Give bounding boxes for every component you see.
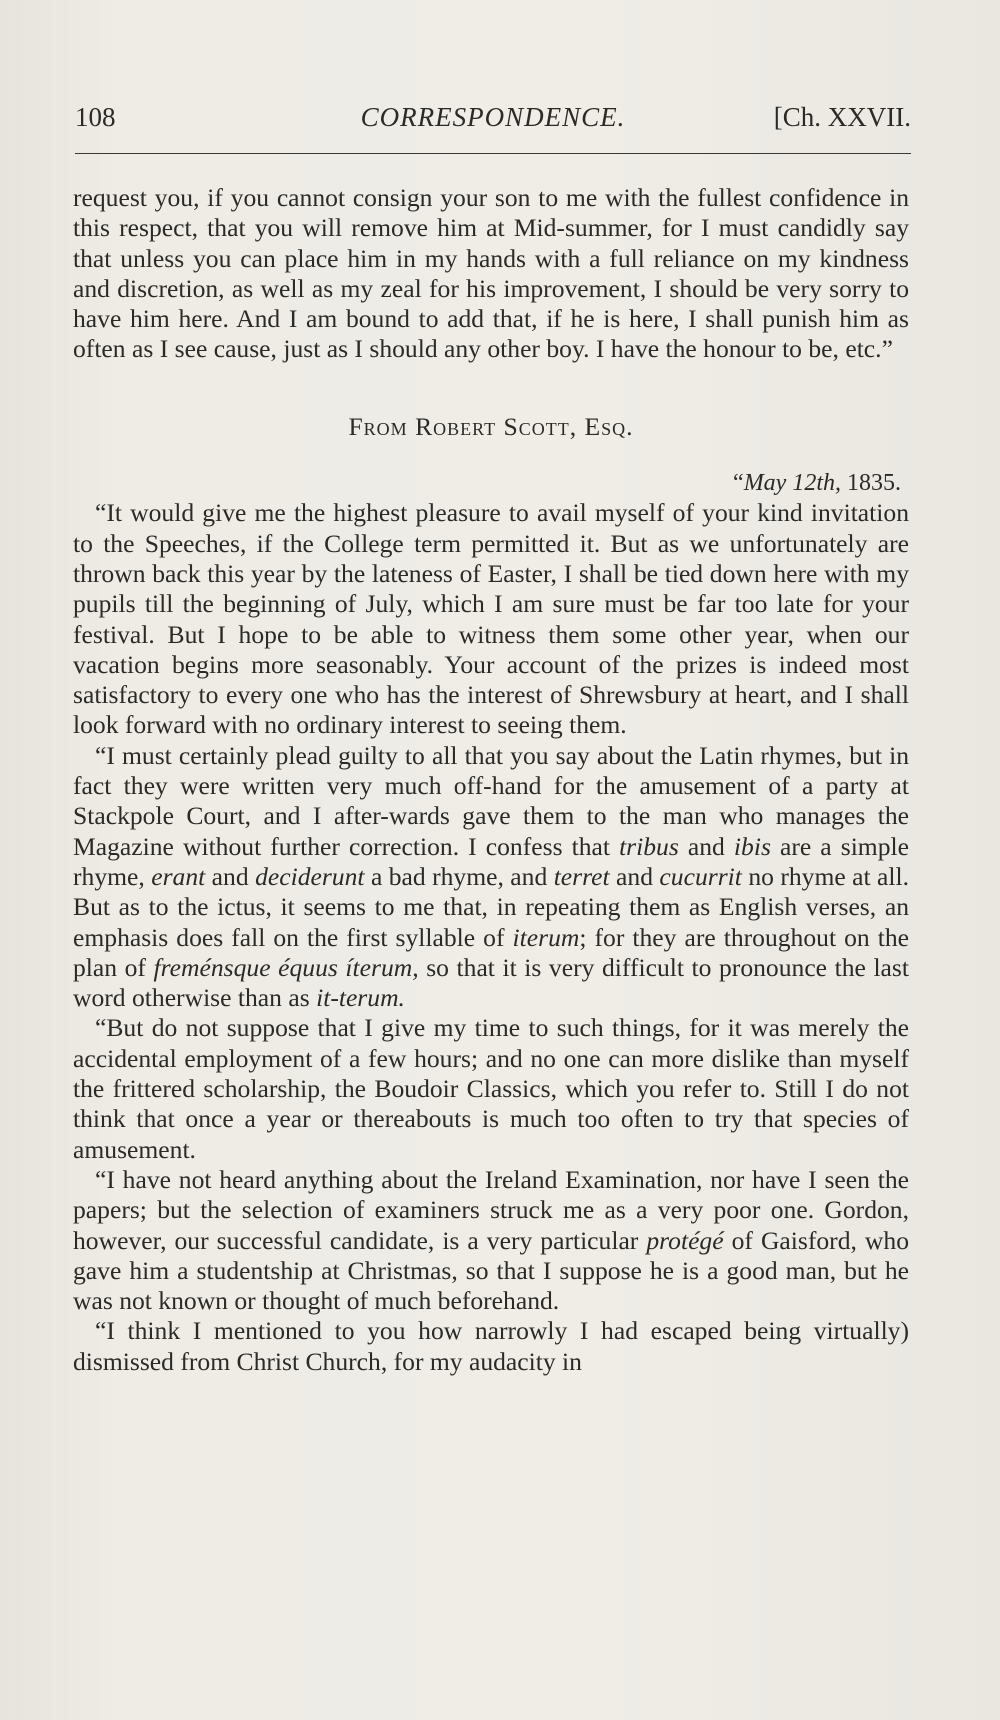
p4-italic-protege: protégé <box>646 1225 724 1255</box>
p2-text-c: are a simple rhyme, <box>73 831 909 891</box>
letter-continuation: request you, if you cannot consign your son to me with the fullest confidence in this respect, that you will remove him at Mid-summer, for I must candidly say that unless you can place him in my hands with a full reliance on my kindness and discretion, as well as my zeal for his improvement, I should be very sorry to have him here. And I am bound to add that, if he is here, I shall punish him as often as I see cause, just as I should any other boy. I have the honour to be, etc.” <box>73 183 909 364</box>
letter-heading: From Robert Scott, Esq. <box>348 411 634 441</box>
p2-text-a: “I must certainly plead guilty to all that you say about the Latin rhymes, but in fact they were written very much off-hand for the amusement of a party at Stackpole Court, and I after-wards gave them to the man who manages the Magazine without further correction. I confess that <box>73 740 909 861</box>
date-open-quote: “ <box>733 470 744 497</box>
paragraph-1: “It would give me the highest pleasure to avail myself of your kind invitation to the Speeches, if the College term permitted it. But as we unfortunately are thrown back this year by the lateness of Easter, I shall be tied down here with my pupils till the beginning of July, which I am sure must be far too late for your festival. But I hope to be able to witness them some other year, when our vacation begins more seasonably. Your account of the prizes is indeed most satisfactory to every one who has the interest of Shrewsbury at heart, and I shall look forward with no ordinary interest to seeing them. <box>73 498 909 740</box>
paragraph-5: “I think I mentioned to you how narrowly I had escaped being virtually) dismissed from Christ Church, for my audacity in <box>73 1316 909 1376</box>
p2-text-g: no rhyme at all. But as to the ictus, it seems to me that, in repeating them as English verses, an emphasis does fall on the first syllable of <box>73 861 910 952</box>
p2-italic-erant: erant <box>151 861 206 891</box>
p2-text-d: and <box>205 861 256 891</box>
p2-italic-ibis: ibis <box>733 831 771 861</box>
p2-italic-cucurrit: cucurrit <box>659 861 742 891</box>
page-body <box>73 183 909 1377</box>
p2-italic-iterum: iterum <box>512 922 580 952</box>
page-header <box>75 102 911 142</box>
date-year: 1835. <box>847 470 901 497</box>
p4-text-a: “I have not heard anything about the Ireland Examination, nor have I seen the papers; but the selection of examiners struck me as a very poor one. Gordon, however, our successful candidate, is a very particular <box>73 1164 909 1255</box>
p2-italic-terret: terret <box>553 861 610 891</box>
page-number: 108 <box>75 102 116 132</box>
p2-text-j: so that it is very difficult to pronounce the last word otherwise than as <box>73 952 909 1013</box>
header-rule <box>75 153 911 154</box>
p2-italic-fremensque: freménsque équus íterum, <box>153 952 419 982</box>
chapter-reference: [Ch. XXVII. <box>773 102 911 132</box>
paragraph-2 <box>73 741 909 1014</box>
p2-italic-tribus: tribus <box>619 831 679 861</box>
paragraph-3: “But do not suppose that I give my time to such things, for it was merely the accidental employment of a few hours; and no one can more dislike than myself the frittered scholarship, the Boudoir Classics, which you refer to. Still I do not think that once a year or thereabouts is much too often to try that species of amusement. <box>73 1013 909 1164</box>
p4-text-b: of Gaisford, who gave him a studentship at Christmas, so that I suppose he is a good man, but he was not known or thought of much beforehand. <box>73 1225 909 1316</box>
p2-text-h: ; for they are throughout on the plan of <box>73 922 909 982</box>
date-day: May 12th, <box>743 470 841 497</box>
p2-italic-deciderunt: deciderunt <box>255 861 365 891</box>
p2-text-b: and <box>678 831 734 861</box>
paragraph-4 <box>73 1165 909 1316</box>
running-title: CORRESPONDENCE. <box>360 102 626 132</box>
p2-italic-it-terum: it-terum. <box>316 983 405 1013</box>
letter-date <box>73 468 901 498</box>
p2-text-f: and <box>609 861 660 891</box>
p2-text-e: a bad rhyme, and <box>364 861 554 891</box>
